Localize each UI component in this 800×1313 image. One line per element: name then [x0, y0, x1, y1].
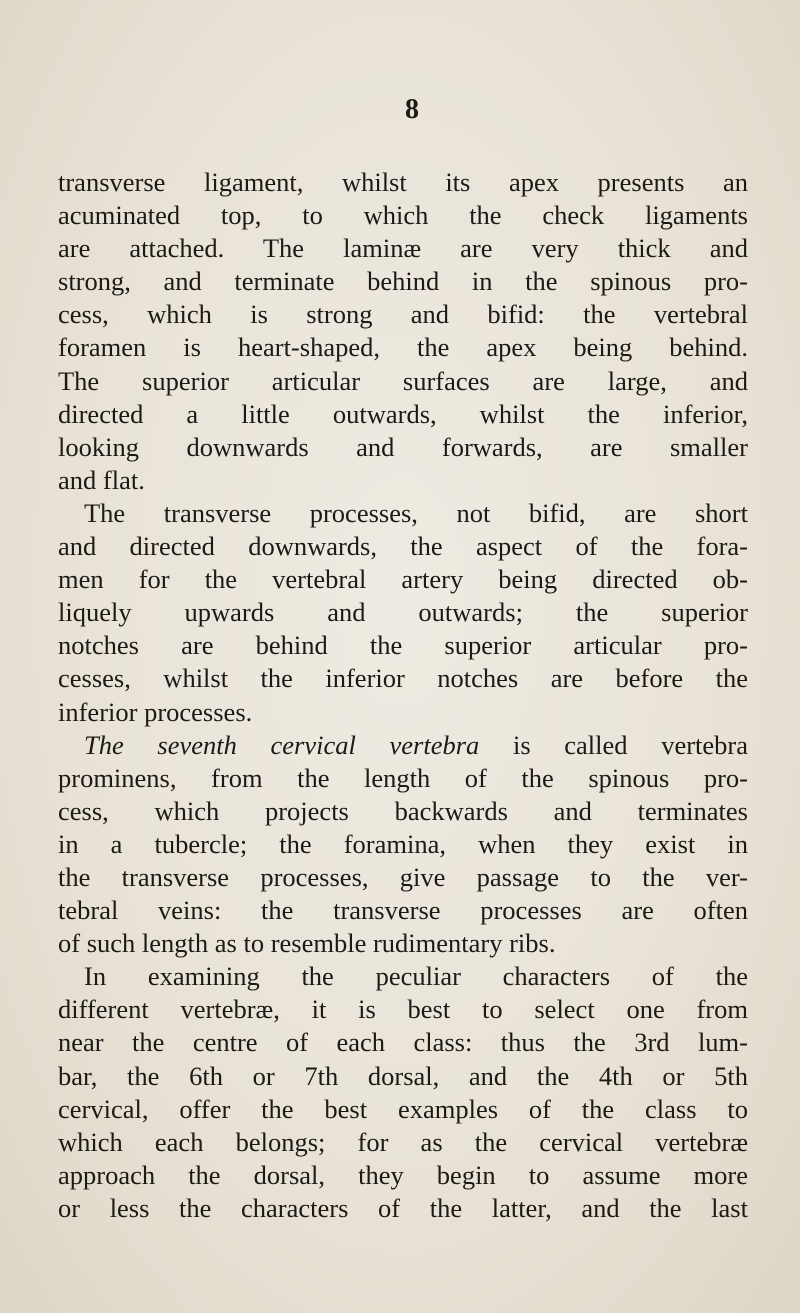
text-line: cervical, offer the best examples of the class to [58, 1093, 748, 1124]
text-line: strong, and terminate behind in the spinous pro- [58, 266, 748, 297]
page-number: 8 [405, 94, 419, 125]
text-line: men for the vertebral artery being directed ob- [58, 564, 748, 595]
text-line: prominens, from the length of the spinous pro- [58, 762, 748, 793]
text-line: or less the characters of the latter, and the last [58, 1192, 748, 1223]
italic-term: The seventh cervical vertebra [84, 729, 480, 760]
text-line: cess, which projects backwards and terminates [58, 795, 748, 826]
text-line: approach the dorsal, they begin to assume more [58, 1159, 748, 1190]
text-line: are attached. The laminæ are very thick and [58, 233, 748, 264]
text-fragment: is called vertebra [479, 729, 748, 760]
text-line: and directed downwards, the aspect of the fora- [58, 531, 748, 562]
text-line: foramen is heart-shaped, the apex being behind. [58, 332, 748, 363]
text-line: the transverse processes, give passage to the ver- [58, 861, 748, 892]
body-text [58, 166, 748, 1225]
text-line: and flat. [58, 464, 145, 495]
text-line: In examining the peculiar characters of the [84, 961, 748, 992]
text-line: different vertebræ, it is best to select one from [58, 994, 748, 1025]
text-line [58, 729, 748, 762]
text-line: near the centre of each class: thus the 3rd lum- [58, 1027, 748, 1058]
text-line: The superior articular surfaces are large, and [58, 365, 748, 396]
text-line: in a tubercle; the foramina, when they exist in [58, 828, 748, 859]
text-line: liquely upwards and outwards; the superior [58, 597, 748, 628]
text-line: of such length as to resemble rudimentary ribs. [58, 928, 556, 959]
text-line: bar, the 6th or 7th dorsal, and the 4th or 5th [58, 1060, 748, 1091]
text-line: inferior processes. [58, 696, 253, 727]
text-line: looking downwards and forwards, are smaller [58, 431, 748, 462]
text-line: which each belongs; for as the cervical vertebræ [58, 1126, 748, 1157]
text-line: notches are behind the superior articular pro- [58, 630, 748, 661]
text-line: tebral veins: the transverse processes are often [58, 895, 748, 926]
text-line: transverse ligament, whilst its apex presents an [58, 167, 748, 197]
text-line: cesses, whilst the inferior notches are before the [58, 663, 748, 694]
text-line: directed a little outwards, whilst the inferior, [58, 398, 748, 429]
text-line: cess, which is strong and bifid: the vertebral [58, 299, 748, 330]
text-line: The transverse processes, not bifid, are short [84, 497, 748, 528]
text-line: acuminated top, to which the check ligaments [58, 200, 748, 231]
